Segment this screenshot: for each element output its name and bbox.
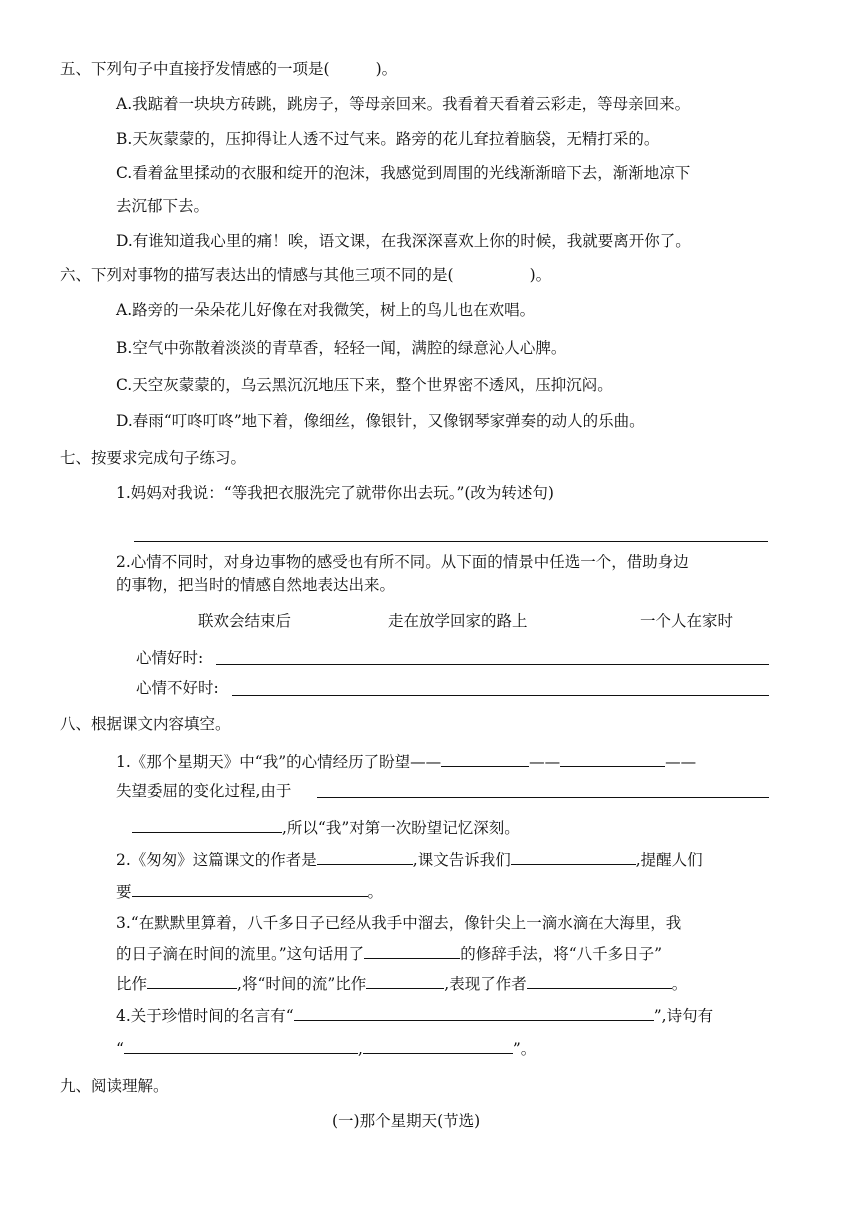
q8-item-4-line1: 4.关于珍惜时间的名言有“ ”,诗句有 [116, 1004, 713, 1027]
q6-option-c: C.天空灰蒙蒙的，乌云黑沉沉地压下来，整个世界密不透风，压抑沉闷。 [116, 376, 613, 394]
q6-title: 六、下列对事物的描写表达出的情感与其他三项不同的是( )。 [60, 266, 552, 284]
q8-blank[interactable] [441, 750, 529, 767]
q5-option-c-line1: C.看着盆里揉动的衣服和绽开的泡沫，我感觉到周围的光线渐渐暗下去，渐渐地凉下 [116, 164, 691, 182]
q8-blank[interactable] [124, 1037, 358, 1054]
q7-item-2-line2: 的事物，把当时的情感自然地表达出来。 [116, 576, 396, 594]
q8-blank[interactable] [317, 848, 413, 865]
q8-item-3-line1: 3.“在默默里算着，八千多日子已经从我手中溜去，像针尖上一滴水滴在大海里，我 [116, 914, 682, 932]
q7-scene-2: 走在放学回家的路上 [388, 612, 528, 630]
q7-title: 七、按要求完成句子练习。 [60, 449, 247, 467]
q7-bad-mood-answer-line[interactable] [232, 695, 769, 696]
q7-item-1: 1.妈妈对我说：“等我把衣服洗完了就带你出去玩。”(改为转述句) [116, 484, 554, 502]
q9-title: 九、阅读理解。 [60, 1077, 169, 1095]
q7-scene-1: 联欢会结束后 [198, 612, 292, 630]
q7-scene-3: 一个人在家时 [640, 612, 734, 630]
q8-blank[interactable] [132, 880, 368, 897]
q5-option-d: D.有谁知道我心里的痛！唉，语文课，在我深深喜欢上你的时候，我就要离开你了。 [116, 232, 691, 250]
q6-option-b: B.空气中弥散着淡淡的青草香，轻轻一闻，满腔的绿意沁人心脾。 [116, 339, 567, 357]
q8-title: 八、根据课文内容填空。 [60, 715, 231, 733]
q8-blank[interactable] [294, 1004, 654, 1021]
q6-option-d: D.春雨“叮咚叮咚”地下着，像细丝，像银针，又像钢琴家弹奏的动人的乐曲。 [116, 412, 645, 430]
q8-blank[interactable] [511, 848, 636, 865]
q7-good-mood-answer-line[interactable] [216, 664, 769, 665]
q5-title: 五、下列句子中直接抒发情感的一项是( )。 [60, 60, 398, 78]
q8-blank[interactable] [317, 797, 769, 798]
q8-item-2-line1: 2.《匆匆》这篇课文的作者是 ,课文告诉我们 ,提醒人们 [116, 848, 703, 871]
q8-item-3-line3: 比作 ,将“时间的流”比作 ,表现了作者 。 [116, 972, 687, 995]
q5-option-c-line2: 去沉郁下去。 [116, 197, 210, 215]
q7-item-2-line1: 2.心情不同时，对身边事物的感受也有所不同。从下面的情景中任选一个，借助身边 [116, 553, 689, 571]
q8-blank[interactable] [363, 1037, 513, 1054]
q8-blank[interactable] [147, 972, 237, 989]
q9-passage-title: (一)那个星期天(节选) [332, 1112, 481, 1130]
q5-option-b: B.天灰蒙蒙的，压抑得让人透不过气来。路旁的花儿耷拉着脑袋，无精打采的。 [116, 130, 660, 148]
q8-item-3-line2: 的日子滴在时间的流里。”这句话用了 的修辞手法，将“八千多日子” [116, 942, 662, 965]
q7-good-mood-label: 心情好时: [136, 649, 204, 667]
q8-item-1-line2: 失望委屈的变化过程,由于 [116, 782, 292, 800]
q7-item-1-answer-line[interactable] [134, 541, 768, 542]
q5-option-a: A.我踮着一块块方砖跳，跳房子，等母亲回来。我看着天看着云彩走，等母亲回来。 [116, 95, 691, 113]
q7-bad-mood-label: 心情不好时: [136, 679, 219, 697]
q6-option-a: A.路旁的一朵朵花儿好像在对我微笑，树上的鸟儿也在欢唱。 [116, 301, 536, 319]
q8-blank[interactable] [560, 750, 665, 767]
q8-item-2-line2: 要 。 [116, 880, 383, 903]
q8-blank[interactable] [132, 816, 282, 833]
q8-item-1-line3: ,所以“我”对第一次盼望记忆深刻。 [132, 816, 520, 839]
q8-blank[interactable] [527, 972, 672, 989]
q8-item-1-line1: 1.《那个星期天》中“我”的心情经历了盼望—— —— —— [116, 750, 696, 773]
q8-blank[interactable] [364, 942, 460, 959]
q8-blank[interactable] [366, 972, 444, 989]
q8-item-4-line2: “ , ”。 [116, 1037, 536, 1060]
